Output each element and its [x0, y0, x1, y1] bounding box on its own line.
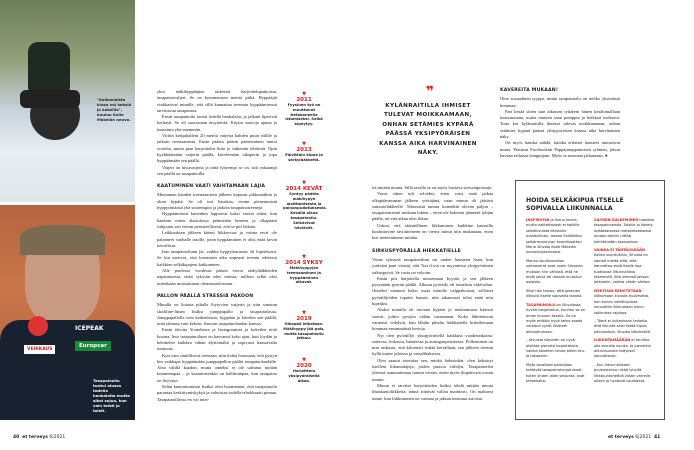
triangle-down-icon: ▼	[302, 180, 306, 186]
timeline-text: Fyysinen työ on muuttunut tietokoneella istumiseksi. Selkä kipeytyy.	[285, 103, 323, 127]
box-text: Siksi hän toivoo, että jokainen liikkuisi itselle sopivalla tavalla.	[526, 288, 583, 299]
photo-caption-top: "Kaikenlaista kivaa voi keksiä ja kokeilla", kuuluu Kalle Mäkelän neuvo.	[97, 97, 132, 122]
timeline-year: 2013	[296, 147, 312, 153]
box-lead: SILMIEN SULKEMINEN	[594, 218, 639, 222]
timeline-year: 2020	[296, 363, 312, 369]
paragraph: Vaijeri on hissivaijeria ja mitä lyhyempi se on, sitä vakaampi sen päällä on tasapainoilla.	[157, 164, 277, 176]
box-paragraph	[526, 289, 586, 300]
box-text: liikkumaan kivusta huolimatta, kun ennen selkäkipuista neuvottiin liikkumaan kivun sallimissa rajoissa.	[594, 294, 650, 315]
paragraph: Into tasapainoiluun jäi, vaikka hyppyharrastus oli lopetettava. Se kin motivoi, että huomasin aika nopeasti treenin edetessä kaikkien selkäkipujeni kaikonneen.	[157, 249, 277, 267]
triangle-down-icon: ▼	[302, 141, 306, 147]
section-heading: PALLON PÄÄLLÄ STRESSIÄ PAKOON	[157, 293, 254, 299]
paragraph: Alle puolessa vuodessa pääsin eroon särkylääkkeiden napsimisesta, enkä sykytän edes muista, milloin selkä olisi mitenkään muistuttanut olemassaolostaan.	[157, 268, 277, 286]
paragraph: Nyt olen pyöräillyt yksipyöräisellä kaikkina vuodenaikoina: sateessa, loskassa, hameessa ja auringonpaisteessa. Polkeminen on niin raskasta, että kilometri riittää kerrallaan, sen jälkeen treenin kyllä tuntee jaloissa ja vatsalihaksissa.	[372, 332, 493, 357]
box-paragraph	[526, 363, 586, 385]
triangle-down-icon: ▼	[302, 254, 306, 260]
timeline-year: 2011	[296, 97, 312, 103]
timeline-year: 2019	[296, 316, 312, 322]
box-lead: INSPIROIVA	[526, 218, 550, 222]
box-text: ei tarvitse olla kerralla suurta. Jo pienetkin aktiivisuuden lisäykset kannattavat.	[594, 338, 652, 359]
timeline-item	[283, 142, 325, 163]
paragraph: Viime syksynä tasapainoiluni sai uuden haasteen lisän, kun ystäväni pani viestiä, että Tori.fi:ssä on myynnissä yksipyöräinen sirkuspyörä. Se vasta on vekotin.	[372, 256, 493, 275]
box-lead: NYKYISIN KEHOTETAAN	[594, 288, 642, 293]
article-column-kaverit	[500, 88, 620, 159]
pull-quote: KYLÄNRAITILLA IHMISET TULEVAT MOIKKAAMAAN, ONHAN SETÄMIES KYPÄRÄ PÄÄSSÄ YKSIPYÖRÄISEN KANSSA AIKA HARVINAINEN NÄKY.	[379, 103, 477, 157]
paragraph: Ensin tasapainoilu tuntui todella hankalalta, ja jalkani lipesivät herkästi. Se oli suorastaan ärsyttävää. Käytin sauvoja apuna ja innostuin yhä enemmän.	[157, 114, 277, 132]
quote-mark-icon: ❞	[425, 84, 435, 100]
box-text: haastaa tasapainoaistia. Toisille jo kävely epätasaisessa metsämaastossa omaan tahtiin riittää kehittämään tasapainoa.	[594, 218, 654, 244]
timeline-text: Päivittäin kipua ja särkylääkkeitä.	[285, 153, 323, 162]
jacket-logo-europcar: Europcar	[75, 341, 111, 351]
paragraph: Ensin ideoita Youtubesta ja Instagramista ja kokeilen niitä kotona. Into tasapainoiluun on kasvanut koko ajan, kun löydän ja kehittelen kaikkea vähän älyttömältä ja sopivasti haastavalta tuntuvaa.	[157, 327, 277, 352]
article-column-left	[157, 89, 277, 403]
box-paragraph	[594, 319, 654, 335]
paragraph: Kun vain säntillisesti treenaan, niin kohta huomaan, että pystyn kin vaikkapa hyppäämään jumppapallon päältä tasapainolaudalle. Aina välillä kaadun, mutta onneksi ei ole sattunut mitään kummempaa – ja kaatumisenkin on hallittumpaa, kun tasapaino on löytynyt.	[157, 352, 277, 383]
box-paragraph	[594, 248, 654, 286]
section-heading: KAATUMINEN VAATI VAIHTAMAAN LAJIA	[157, 184, 266, 190]
timeline-text: Harjoittelu yksipyöräisellä alkaa.	[288, 369, 320, 383]
box-text: Myös tavalliset paikallaan tehtävät tasapainoharjoitukset, kuten yhden jalan seisonta, ovat tehokkaita.	[526, 362, 585, 383]
box-paragraph	[526, 259, 586, 286]
section-heading: KAVEREITA MUKAAN!	[500, 88, 559, 93]
page-number: 40	[13, 435, 20, 440]
paragraph: Selän kuntoutumisen lisäksi olen huomannut, että tasapainoilu parantaa keskittymiskykyä ja vahvistaa todella tehokkaasti pinnaa. Tasapainoillessa en voi miet-	[157, 384, 277, 402]
footer-right: et terveys 6|2021 41	[608, 435, 661, 440]
jacket-logo-veikkaus: VEIKKAUS	[24, 345, 55, 354]
box-paragraph	[526, 218, 586, 256]
issue-year: 2021	[53, 435, 66, 440]
paragraph: On myös hauska nähdä, kuinka erilaiset haasteet innostavat muita. Perustin Facebookiin Pappajumppaimisen ryhmän, johon kavaan erilaisia temppujani. Myös se innostaa jatkamaan. ●	[500, 140, 620, 158]
box-text: Monen kipukroonikon voimavarat ovat usein Sihvolan mukaan niin vähissä, että he eivät jaksa tai uskalla innostua asioista.	[526, 258, 583, 285]
box-paragraph	[594, 289, 654, 316]
photo-caption-bottom: Tasapainoilu tuntui alussa todella hankalalta mutta alkoi sujua, kun vain toisti ja toisti.	[93, 378, 130, 413]
timeline-text: Mäkihyppyjen treenaaminen ja hyppääminen alkavat.	[286, 266, 322, 285]
issue-year: 2021	[639, 435, 652, 440]
paragraph: Olen sosiaalinen tyyppi, mutta tasapainoilu on melko yksinäistä hommaa.	[500, 96, 620, 108]
sidebar-box	[515, 180, 665, 420]
issue-number: 6	[635, 435, 639, 440]
magazine-name: et terveys	[22, 435, 48, 440]
box-text: – Kun liikunnalliseen puuhasteluun lisää lyhyitä lihaskuntohetkiä viikon varrelle, ollaan jo hyvässä vauhdissa.	[594, 362, 652, 383]
box-column-1	[526, 218, 586, 387]
paragraph: Minulla on kotona pihalla löytyvien vaijerin ja niin sanotun slackline-liinan lisäksi jumppapallo ja tasapainolauta. Jumppapallolla teen kaikenlaista, hyppään ja kävelen sen päällä, mitä tahansa vain keksin. Samoin tasapainolaudan kanssa.	[157, 302, 277, 327]
paragraph: Muutaman kauden treenaamisen jälkeen kapusin pikkumäkiin ja aloin hypätä. Se oli tosi hauskaa, etenin pienemmistä hyppyrimäistä yhä suurempiin ja jatkoin tasapainotreenejä.	[157, 192, 277, 211]
box-paragraph	[526, 338, 586, 360]
timeline-item	[283, 311, 325, 341]
box-text: on Sihvolasta hyvää harjoittelua, kunhan se on oman kunnon tasolla. Se on myös erittäin hyvä keino saada vartalon syvät lihakset aktivoitumaan.	[526, 302, 586, 334]
timeline-year: 2014 SYKSY	[285, 260, 323, 266]
box-text: Kallen suorituksiin, Sihvola on samaa mieltä siitä, että kannattaa etsiä itselle iloa tuottavaa liikunnallista tekemistä. Sitä yleensä jaksaa jatkaakin, vaikka vähän särkee.	[594, 253, 651, 285]
box-text: – Tämä ei kuitenkaan tarkoita, että liikunta saisi lisätä kipua, päinvastoin, Sihvola tähdentää.	[594, 318, 651, 334]
triangle-down-icon: ▼	[302, 91, 306, 97]
paragraph: Uskon, että säännöllinen liikkuminen kaikkine hassuilla kuulostavine tavoitteineen on vienyt minut niin mukanaan, etten koe menettäneeni mitään.	[372, 222, 493, 241]
paragraph: Leikkauksen jälkeen käteni liikkuvuus ja voima eivät ole palanneet vanhalle tasolle, joten hyppääminen ei olisi enää kovin turvallista.	[157, 230, 277, 248]
footer-left: 40 et terveys 6|2021	[13, 435, 66, 440]
paragraph: Olen saanut toteuttaa sen, minkä halusinkin: olen keksinyt itselleni liikuntalajeja, joiden parissa viihdyn. Tasapainoilen yleensä aamutuimaan tunnin verran, usein myös iltapäivisin toisen tunnin.	[372, 357, 493, 382]
box-paragraph	[594, 338, 654, 360]
timeline-item	[283, 255, 325, 285]
paragraph: Viritin kotipihalleni 20 metriä vaijeria kahden puun välille ja jatkoin treenaamista. Ensin pääsin pääsin päästeminen tuntui voitolta, mutta pian harjoittelin lisää ja vaikeutin tehtävää. Opin kyykkäämään vaijerin päällä, kävelemään takaperin ja jopa hyppäämään sen päällä.	[157, 133, 277, 164]
paragraph: Pari kesää sitten sain aikuisen tyttäreni hänen kesälomallaan innostumaan, mutta muuten saan pomppia ja keikkuä itsekseni. Totta kai kylänraitilla ihmiset tulevat moikkaamaan, onhan setämies kypärä päässä yksipyöräisen kanssa aika harvinainen näky.	[500, 108, 620, 140]
paragraph: Hyppäämiseni kuitenkin loppuivat kaksi vuotta sitten, kun kaaduin mäen alastulossa pehmeään lumeen ja olkapääni ruhjoutui sen verran perusteellisesti, että se piti leikata.	[157, 211, 277, 229]
box-lead: LIIKUNTAMÄÄRÄN	[594, 338, 631, 343]
timeline-item	[283, 358, 325, 383]
jacket-logo-icepeak: ICEPEAK	[75, 325, 104, 332]
box-column-2	[594, 218, 654, 387]
triangle-down-icon: ▼	[302, 357, 306, 363]
paragraph: ykoi mäkihyppääjien tärkeistä harjoittelupaikoista, tasapainovaljeri. Se on kymmenisen metriä pitkä. Hyppääjät vinkkasivat minulle, että sillä kannattaa treenata hyppäämisessä tarvittavaa tasapainoa.	[157, 89, 277, 113]
article-column-right	[372, 185, 493, 402]
box-title: HOIDA SELKÄKIPUA ITSELLE SOPIVALLA LIIKUNNALLA	[526, 197, 624, 212]
paragraph: Vuosi sitten tuli selväksi, etten voisi enää jatkaa olkapäävamman jälkeen yrittäjänä, vaan minun oli jäätävä sairauseläkkeelle. Tekemistä tuntuu kuitenkin olevan paljon – tasapainotreenit mukaan lukien – etten ole kokenut jääneeni tyhjän päälle, tai että aikaa olisi liikaa.	[372, 191, 493, 222]
paragraph: Ensin piti harjoitella nousemaan kyytiin ja sen jälkeen pysymään pyörän päällä. Alkuun pyöräily oli totaalista väkivaltaa. Onneksi vaimoni keksi ostaa minulle valppahousut, sellaiset pyöräilijöiden topatut housut, niin takamuset tulisi enää niin kipeäksi.	[372, 275, 493, 307]
paragraph: Aluksi minulla oli turvana kypärä ja molemmissa käsissä sauvat, joihin pystyin vähän varaamaan. Koko lähitienoota varmasti viihdytti, kun lähdin pihalta hiekkatielle kokeilemaan hommaa ensimmäistä kertoja.	[372, 307, 493, 332]
section-heading: SIRKUSPYÖRÄLLÄ HIEKKATIELLE	[372, 248, 461, 254]
page-number: 41	[653, 435, 661, 440]
timeline-text: Olkapää leikataan. Mäkihyppy jää pois, mutta tasapainoilu jatkuu.	[283, 322, 325, 341]
magazine-name: et terveys	[608, 435, 634, 440]
timeline-year: 2014 KEVÄT	[285, 186, 323, 192]
paragraph: Minun ei tarvitse harjoitteiden lisäksi tehdä mitään muuta lihaskuntoliikkeitä, nämä riittävät vallan mainiosti. On mahtava tunne, kun liikkuminen on varmaa ja jaksan innostua asioista.	[372, 382, 493, 401]
timeline-item	[283, 181, 325, 230]
box-paragraph	[594, 363, 654, 385]
box-lead: TASAPAINOILU	[526, 302, 556, 307]
timeline-text: Syntyy päätös mäkihypyn aloittamisesta ja painonpudotuksesta. Kesällä alkaa tasapainoilu. Selkävivut häviävät.	[283, 192, 327, 230]
issue-number: 6	[49, 435, 53, 440]
box-text: – Kivuista kärsivän on hyvä aloittaa pienistä harjoitteista, vaikka kävellen viivaa pitkin etu- ja takaperin.	[526, 338, 586, 359]
timeline-item	[283, 92, 325, 127]
box-paragraph	[526, 303, 586, 335]
box-text: ja hieno tarina, mutta valitettavasti ei kaikille selkäkivuista kärsiville mahdollinen, toteaa Selkäliiton selkäneuvonnan koordinaattori Maria Sihvola Kalle Mäkelän kuntoutustarinasta.	[526, 218, 582, 255]
box-lead: VAIKKA EI TÄHTÄISIKÄÄN	[594, 248, 645, 253]
triangle-down-icon: ▼	[302, 310, 306, 316]
paragraph: tiä mitään muuta. Sillä tavalla se on myös loistava stressinpoistaja.	[372, 185, 493, 190]
box-paragraph	[594, 218, 654, 245]
